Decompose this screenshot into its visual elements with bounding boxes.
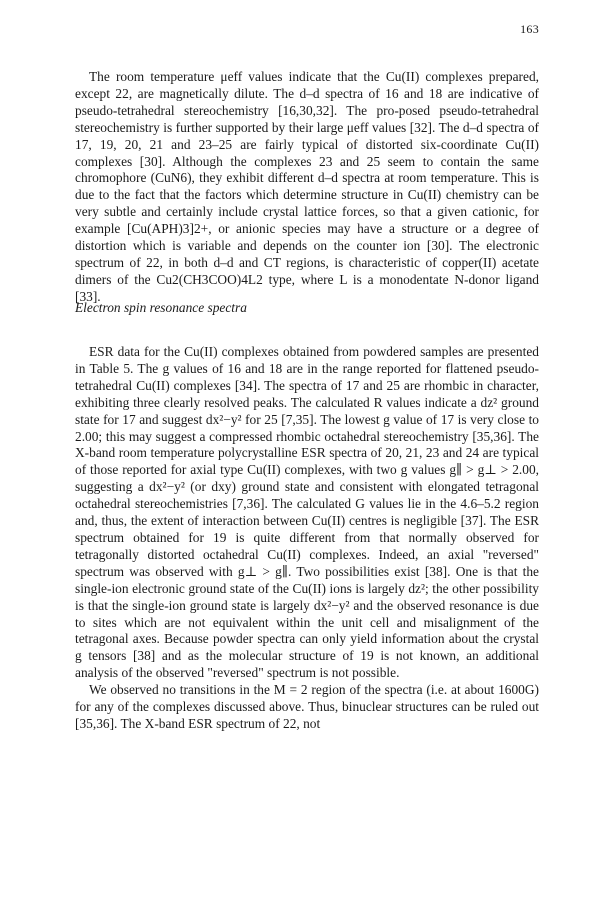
section-heading-esr: Electron spin resonance spectra <box>75 300 247 315</box>
esr-discussion-block <box>75 344 539 733</box>
magnetic-discussion-block <box>75 69 539 306</box>
body-paragraph-esr-transitions: We observed no transitions in the M = 2 region of the spectra (i.e. at about 1600G) for any of the complexes discussed above. Thus, binuclear structures can be ruled out [35,36]. The X-band ESR spectrum of 22, not <box>75 682 539 731</box>
page-number: 163 <box>520 22 539 36</box>
body-paragraph-magnetic: The room temperature μeff values indicate that the Cu(II) complexes prepared, except 22, are magnetically dilute. The d–d spectra of 16 and 18 are indicative of pseudo-tetrahedral stereochemistry [16,30,32]. The pro-posed pseudo-tetrahedral stereochemistry is further supported by their large μeff values [32]. The d–d spectra of 17, 19, 20, 21 and 23–25 are fairly typical of distorted six-coordinate Cu(II) complexes [30]. Although the complexes 23 and 25 seem to contain the same chromophore (CuN6), they exhibit different d–d spectra at room temperature. This is due to the fact that the factors which determine structure in Cu(II) chemistry can be very subtle and certainly include crystal lattice forces, so that a given cationic, for example [Cu(APH)3]2+, or anionic species may have a structure or a degree of distortion which is variable and depends on the counter ion [30]. The electronic spectrum of 22, in both d–d and CT regions, is characteristic of copper(II) acetate dimers of the Cu2(CH3COO)4L2 type, where L is a monodentate N-donor ligand [33]. <box>75 69 539 304</box>
body-paragraph-esr-data: ESR data for the Cu(II) complexes obtained from powdered samples are presented in Table 5. The g values of 16 and 18 are in the range reported for flattened pseudo-tetrahedral Cu(II) complexes [34]. The spectra of 17 and 25 are rhombic in character, exhibiting three clearly resolved peaks. The calculated R values indicate a dz² ground state for 17 and suggest dx²−y² for 25 [7,35]. The lowest g value of 17 is very close to 2.00; this may suggest a compressed rhombic octahedral stereochemistry [35,36]. The X-band room temperature polycrystalline ESR spectra of 20, 21, 23 and 24 are typical of those reported for axial type Cu(II) complexes, with two g values g∥ > g⊥ > 2.00, suggesting a dx²−y² (or dxy) ground state and consistent with elongated tetragonal octahedral stereochemistries [7,36]. The calculated G values lie in the 4.6–5.2 region and, thus, the extent of interaction between Cu(II) centres is negligible [37]. The ESR spectrum obtained for 19 is quite different from that normally observed for tetragonally distorted octahedral Cu(II) complexes. Indeed, an axial "reversed" spectrum was observed with g⊥ > g∥. Two possibilities exist [38]. One is that the single-ion electronic ground state of the Cu(II) ions is largely dz²; the other possibility is that the single-ion ground state is largely dx²−y² and the observed resonance is due to sites which are not equivalent within the unit cell and misalignment of the tetragonal axes. Because powder spectra can only yield information about the crystal g tensors [38] and as the molecular structure of 19 is not known, an additional analysis of the observed "reversed" spectrum is not possible. <box>75 344 539 681</box>
